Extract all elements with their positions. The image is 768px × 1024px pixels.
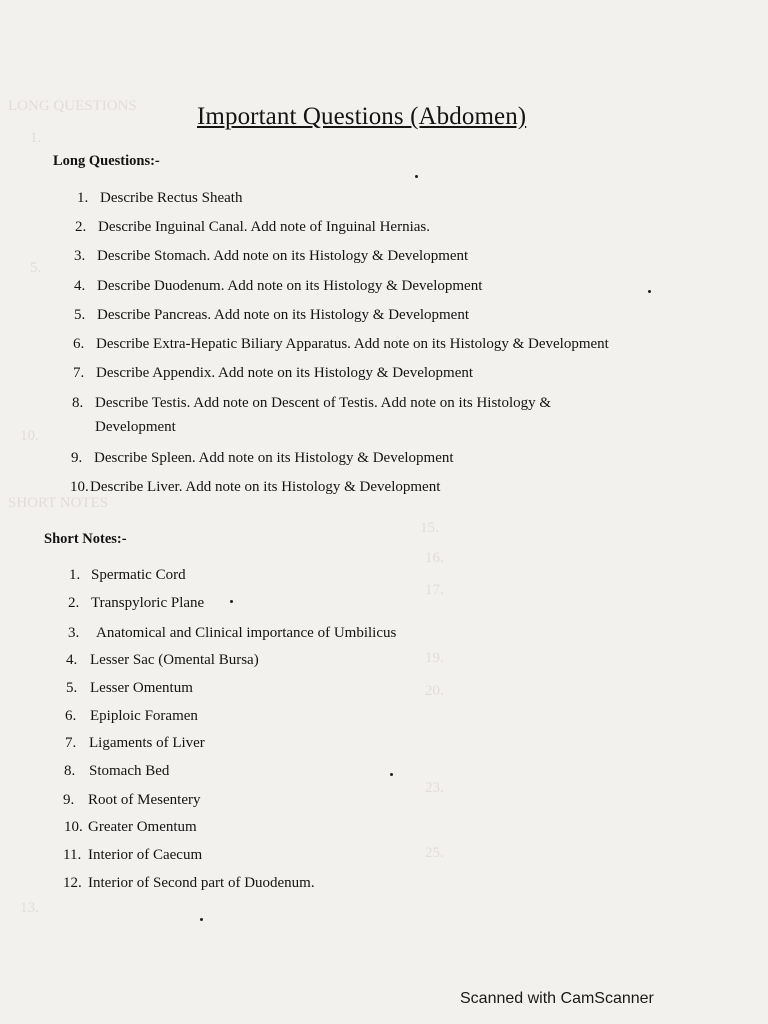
short-note-number: 3. xyxy=(68,625,80,641)
short-note-text: Stomach Bed xyxy=(89,763,170,779)
show-through-text: 25. xyxy=(425,845,444,861)
long-question-number: 3. xyxy=(74,248,86,264)
long-question-text: Describe Duodenum. Add note on its Histology & Development xyxy=(97,278,483,294)
long-question-number: 8. xyxy=(72,395,84,411)
show-through-text: 13. xyxy=(20,900,39,916)
short-note-text: Root of Mesentery xyxy=(88,792,201,808)
short-note-number: 8. xyxy=(64,763,76,779)
scan-speck xyxy=(390,773,393,776)
short-note-text: Interior of Second part of Duodenum. xyxy=(88,875,315,891)
short-note-number: 6. xyxy=(65,708,77,724)
long-question-text: Describe Extra-Hepatic Biliary Apparatus. Add note on its Histology & Development xyxy=(96,336,609,352)
short-note-number: 9. xyxy=(63,792,75,808)
short-note-number: 2. xyxy=(68,595,80,611)
long-question-number: 7. xyxy=(73,365,85,381)
short-notes-heading: Short Notes:- xyxy=(44,531,127,547)
long-questions-heading: Long Questions:- xyxy=(53,153,160,169)
long-question-number: 1. xyxy=(77,190,89,206)
long-question-text: Describe Spleen. Add note on its Histology & Development xyxy=(94,450,454,466)
long-question-text: Describe Pancreas. Add note on its Histology & Development xyxy=(97,307,470,323)
short-note-number: 4. xyxy=(66,652,78,668)
scan-speck xyxy=(200,918,203,921)
show-through-text: 5. xyxy=(30,260,42,276)
short-note-number: 11. xyxy=(63,847,82,863)
short-note-number: 1. xyxy=(69,567,81,583)
long-question-text: Development xyxy=(95,419,176,435)
long-question-number: 10. xyxy=(70,479,89,495)
show-through-text: 1. xyxy=(30,130,42,146)
show-through-text: 19. xyxy=(425,650,444,666)
show-through-text: 15. xyxy=(420,520,439,536)
short-note-text: Interior of Caecum xyxy=(88,847,203,863)
short-note-number: 5. xyxy=(66,680,78,696)
page-title: Important Questions (Abdomen) xyxy=(197,103,527,130)
short-note-text: Anatomical and Clinical importance of Umbilicus xyxy=(96,625,397,641)
scan-speck xyxy=(648,290,651,293)
show-through-text: 17. xyxy=(425,582,444,598)
long-question-text: Describe Testis. Add note on Descent of Testis. Add note on its Histology & xyxy=(95,395,552,411)
show-through-text: 20. xyxy=(425,683,444,699)
long-question-text: Describe Stomach. Add note on its Histology & Development xyxy=(97,248,469,264)
long-question-number: 9. xyxy=(71,450,83,466)
long-question-text: Describe Liver. Add note on its Histology & Development xyxy=(90,479,441,495)
show-through-text: 10. xyxy=(20,428,39,444)
long-question-number: 2. xyxy=(75,219,87,235)
show-through-text: LONG QUESTIONS xyxy=(8,98,137,114)
long-question-number: 6. xyxy=(73,336,85,352)
long-question-number: 5. xyxy=(74,307,86,323)
long-question-text: Describe Inguinal Canal. Add note of Inguinal Hernias. xyxy=(98,219,430,235)
short-note-text: Lesser Sac (Omental Bursa) xyxy=(90,652,259,668)
scan-speck xyxy=(415,175,418,178)
short-note-text: Transpyloric Plane xyxy=(91,595,205,611)
show-through-text: 23. xyxy=(425,780,444,796)
short-note-text: Lesser Omentum xyxy=(90,680,193,696)
short-note-number: 7. xyxy=(65,735,77,751)
short-note-text: Greater Omentum xyxy=(88,819,197,835)
long-question-text: Describe Appendix. Add note on its Histology & Development xyxy=(96,365,474,381)
show-through-text: SHORT NOTES xyxy=(8,495,109,511)
short-note-text: Epiploic Foramen xyxy=(90,708,198,724)
long-question-text: Describe Rectus Sheath xyxy=(100,190,243,206)
show-through-text: 16. xyxy=(425,550,444,566)
short-note-text: Ligaments of Liver xyxy=(89,735,205,751)
short-note-number: 12. xyxy=(63,875,82,891)
scan-speck xyxy=(230,600,233,603)
short-note-number: 10. xyxy=(64,819,83,835)
long-question-number: 4. xyxy=(74,278,86,294)
short-note-text: Spermatic Cord xyxy=(91,567,186,583)
scanner-watermark: Scanned with CamScanner xyxy=(460,990,654,1007)
